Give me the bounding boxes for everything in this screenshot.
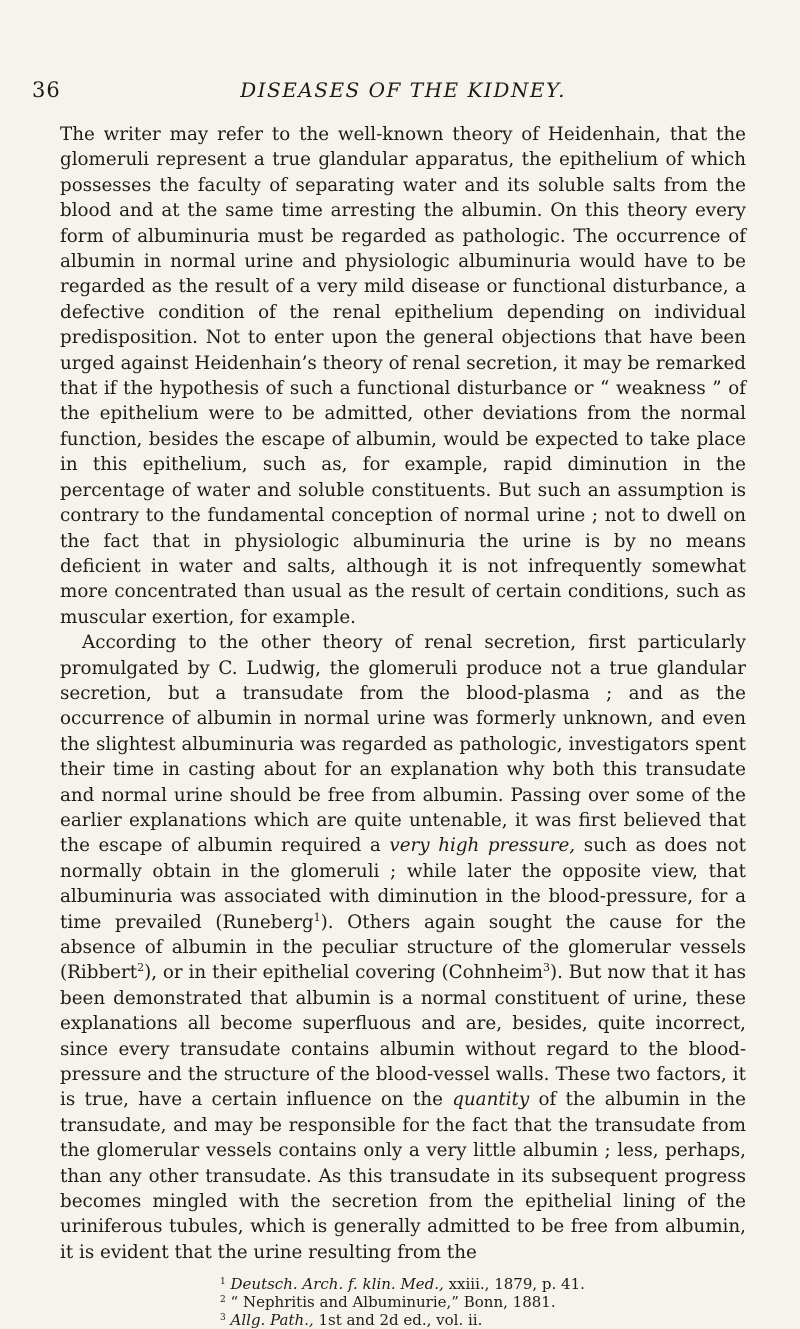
paragraph [60,630,746,1265]
footnote-text: “ Nephritis and Albuminurie,” Bonn, 1881. [230,1293,556,1312]
footnote-ref: 1 [313,910,321,924]
footnote [220,1275,746,1293]
emphasis: very high pressure, [389,835,576,857]
footnote-mark: 1 [220,1277,226,1288]
footnote-ref: 2 [137,961,145,975]
footnote-ref: 3 [542,961,550,975]
paragraph: The writer may refer to the well-known theory of Heidenhain, that the glomeruli represent a true glandular apparatus, the epithelium of which possesses the faculty of separating water and its soluble salts from the blood and at the same time arresting the albumin. On this theory every form of albuminuria must be regarded as pathologic. The occurrence of albumin in normal urine and physiologic albuminuria would have to be regarded as the result of a very mild disease or functional disturbance, a defective condition of the renal epithelium depending on individual predisposition. Not to enter upon the general objections that have been urged against Heidenhain’s theory of renal secretion, it may be remarked that if the hypothesis of such a functional disturbance or “ weakness ” of the epithelium were to be admitted, other deviations from the normal function, besides the escape of albumin, would be expected to take place in this epithelium, such as, for example, rapid diminution in the percentage of water and soluble constituents. But such an assumption is contrary to the fundamental conception of normal urine ; not to dwell on the fact that in physiologic albuminuria the urine is by no means deficient in water and salts, although it is not infrequently somewhat more concentrated than usual as the result of certain conditions, such as muscular exertion, for example. [60,124,746,628]
page-number: 36 [32,78,61,102]
text-run: According to the other theory of renal secretion, first particularly promulgated by C. Ludwig, the glomeruli produce not a true glandular secretion, but a transudate from the blood-plasma ; and as the occurrence of albumin in normal urine was formerly unknown, and even the slightest albuminuria was regarded as pathologic, investigators spent their time in casting about for an explanation why both this transudate and normal urine should be free from albumin. Passing over some of the earlier explanations which are quite untenable, it was first believed that the escape of albumin required a [60,632,746,857]
text-run: ), or in their epithelial covering (Cohnheim [144,962,543,984]
footnote [220,1293,746,1311]
footnotes [60,1275,746,1329]
book-page [32,0,746,1329]
body-text [60,122,746,1265]
text-run: of the albumin in the transudate, and may be responsible for the fact that the transudate from the glomerular vessels contains only a very little albumin ; less, perhaps, than any other transudate. As this transudate in its subsequent progress becomes mingled with the secretion from the epithelial lining of the uriniferous tubules, which is generally admitted to be free from albumin, it is evident that the urine resulting from the [60,1089,746,1263]
footnote-mark: 3 [220,1313,226,1324]
page-header [32,78,746,118]
running-head: DISEASES OF THE KIDNEY. [240,78,566,102]
footnote [220,1311,746,1329]
footnote-source: Deutsch. Arch. f. klin. Med., [230,1275,444,1294]
footnote-text: xxiii., 1879, p. 41. [448,1275,585,1294]
text-run: such as does not normally obtain in the glomeruli ; while later the opposite view, that albuminuria was associated with diminution in the blood-pressure, for a time prevailed (Runeberg [60,835,746,933]
footnote-text: 1st and 2d ed., vol. ii. [318,1311,483,1329]
text-run: ). Others again sought the cause for the absence of albumin in the peculiar structure of the glomerular vessels (Ribbert [60,911,746,984]
emphasis: quantity [452,1089,530,1111]
footnote-source: Allg. Path., [230,1311,314,1329]
footnote-mark: 2 [220,1295,226,1306]
text-run: ). But now that it has been demonstrated that albumin is a normal constituent of urine, these explanations all become superfluous and are, besides, quite incorrect, since every transudate contains albumin without regard to the blood-pressure and the structure of the blood-vessel walls. These two factors, it is true, have a certain influence on the [60,962,746,1111]
